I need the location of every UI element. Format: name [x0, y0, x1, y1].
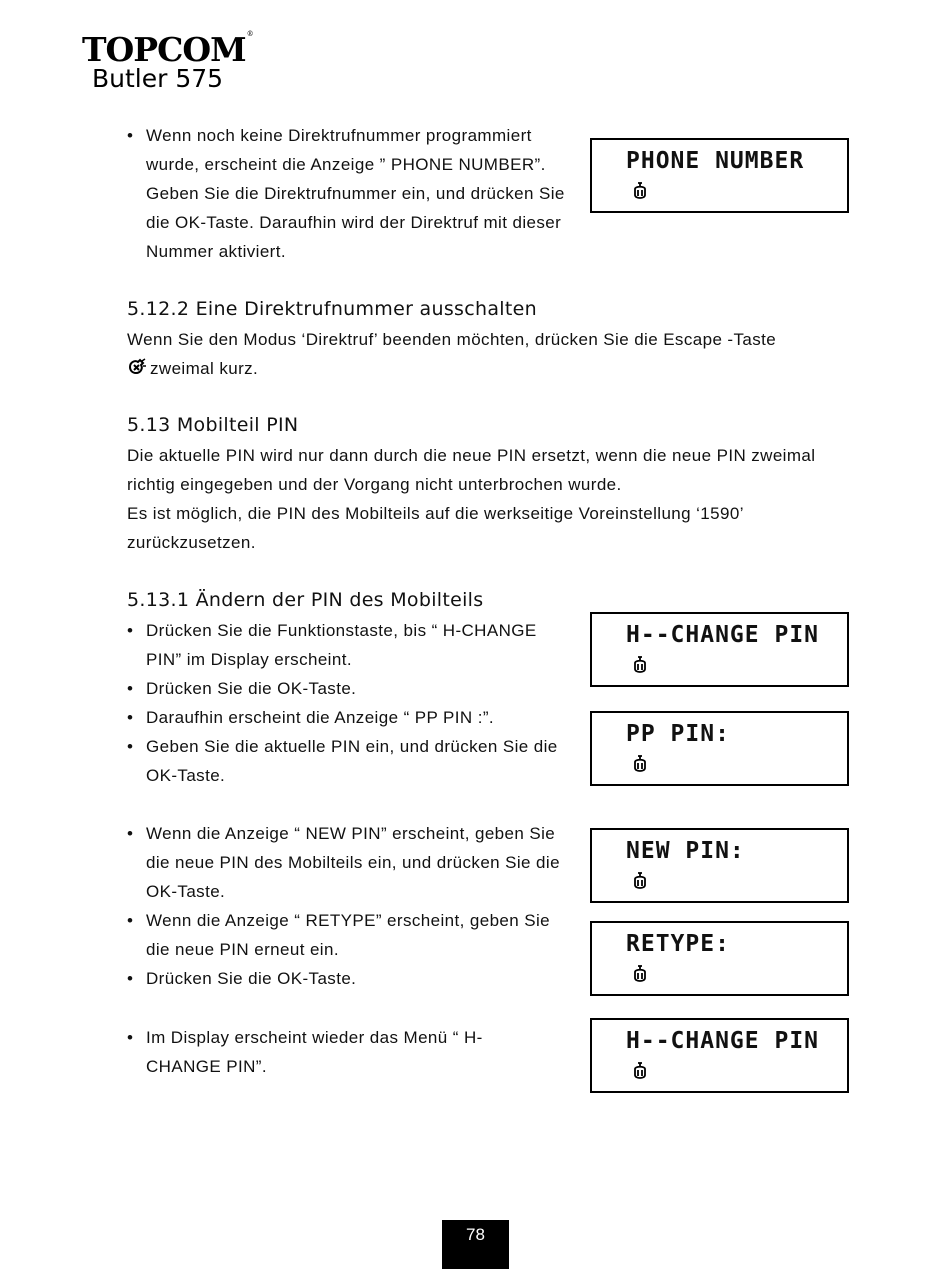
lcd-text: H--CHANGE PIN	[626, 1028, 820, 1054]
section-heading-5-13-1: 5.13.1 Ändern der PIN des Mobilteils	[127, 589, 484, 611]
list-item: • Drücken Sie die OK-Taste.	[127, 964, 567, 993]
ok-key-icon	[632, 872, 648, 892]
list-item: • Wenn die Anzeige “ NEW PIN” erscheint, geben Sie die neue PIN des Mobilteils ein, und drücken Sie die OK-Taste.	[127, 819, 567, 906]
section-5-12-2-text	[127, 325, 847, 383]
ok-key-icon	[632, 182, 648, 202]
paragraph: Die aktuelle PIN wird nur dann durch die neue PIN ersetzt, wenn die neue PIN zweimal richtig eingegeben und der Vorgang nicht unterbrochen wurde.	[127, 446, 816, 494]
list-item: • Drücken Sie die OK-Taste.	[127, 674, 567, 703]
paragraph-line: Wenn Sie den Modus ‘Direktruf’ beenden möchten, drücken Sie die Escape -Taste	[127, 330, 777, 349]
list-item: • Daraufhin erscheint die Anzeige “ PP PIN :”.	[127, 703, 567, 732]
paragraph-tail: zweimal kurz.	[150, 359, 259, 378]
ok-key-icon	[632, 755, 648, 775]
lcd-display-h-change-pin	[590, 612, 849, 687]
brand-name: TOPCOM	[82, 30, 246, 69]
lcd-text: H--CHANGE PIN	[626, 622, 820, 648]
bullet-list	[127, 1023, 487, 1081]
page-number: 78	[442, 1220, 509, 1269]
lcd-text: PHONE NUMBER	[626, 148, 805, 174]
lcd-display-pp-pin	[590, 711, 849, 786]
section-heading-5-13: 5.13 Mobilteil PIN	[127, 414, 299, 436]
lcd-display-retype	[590, 921, 849, 996]
lcd-text: RETYPE:	[626, 931, 730, 957]
section-heading-5-12-2: 5.12.2 Eine Direktrufnummer ausschalten	[127, 298, 537, 320]
registered-mark: ®	[246, 30, 253, 38]
ok-key-icon	[632, 656, 648, 676]
bullet-list	[127, 616, 567, 790]
ok-key-icon	[632, 1062, 648, 1082]
lcd-display-new-pin	[590, 828, 849, 903]
steps-group-2	[127, 819, 567, 993]
bullet-list	[127, 121, 577, 266]
list-item: • Wenn noch keine Direktrufnummer programmiert wurde, erscheint die Anzeige ” PHONE NUMBER”. Geben Sie die Direktrufnummer ein, und drücken Sie die OK-Taste. Daraufhin wird der Direktruf mit dieser Nummer aktiviert.	[127, 121, 577, 266]
list-item: • Drücken Sie die Funktionstaste, bis “ H-CHANGE PIN” im Display erscheint.	[127, 616, 567, 674]
list-item: • Geben Sie die aktuelle PIN ein, und drücken Sie die OK-Taste.	[127, 732, 567, 790]
section-5-13-text	[127, 441, 817, 557]
list-item: • Wenn die Anzeige “ RETYPE” erscheint, geben Sie die neue PIN erneut ein.	[127, 906, 567, 964]
lcd-text: NEW PIN:	[626, 838, 745, 864]
steps-group-1	[127, 616, 567, 790]
bullet-list	[127, 819, 567, 993]
list-item: • Im Display erscheint wieder das Menü “ H-CHANGE PIN”.	[127, 1023, 487, 1081]
paragraph: Es ist möglich, die PIN des Mobilteils auf die werkseitige Voreinstellung ‘1590’ zurückzusetzen.	[127, 504, 744, 552]
ok-key-icon	[632, 965, 648, 985]
lcd-display-h-change-pin-final	[590, 1018, 849, 1093]
lcd-text: PP PIN:	[626, 721, 730, 747]
paragraph-line	[127, 354, 847, 383]
intro-section	[127, 121, 577, 266]
steps-group-3	[127, 1023, 487, 1081]
escape-key-icon	[127, 358, 147, 376]
model-name: Butler 575	[92, 64, 224, 93]
lcd-display-phone-number	[590, 138, 849, 213]
